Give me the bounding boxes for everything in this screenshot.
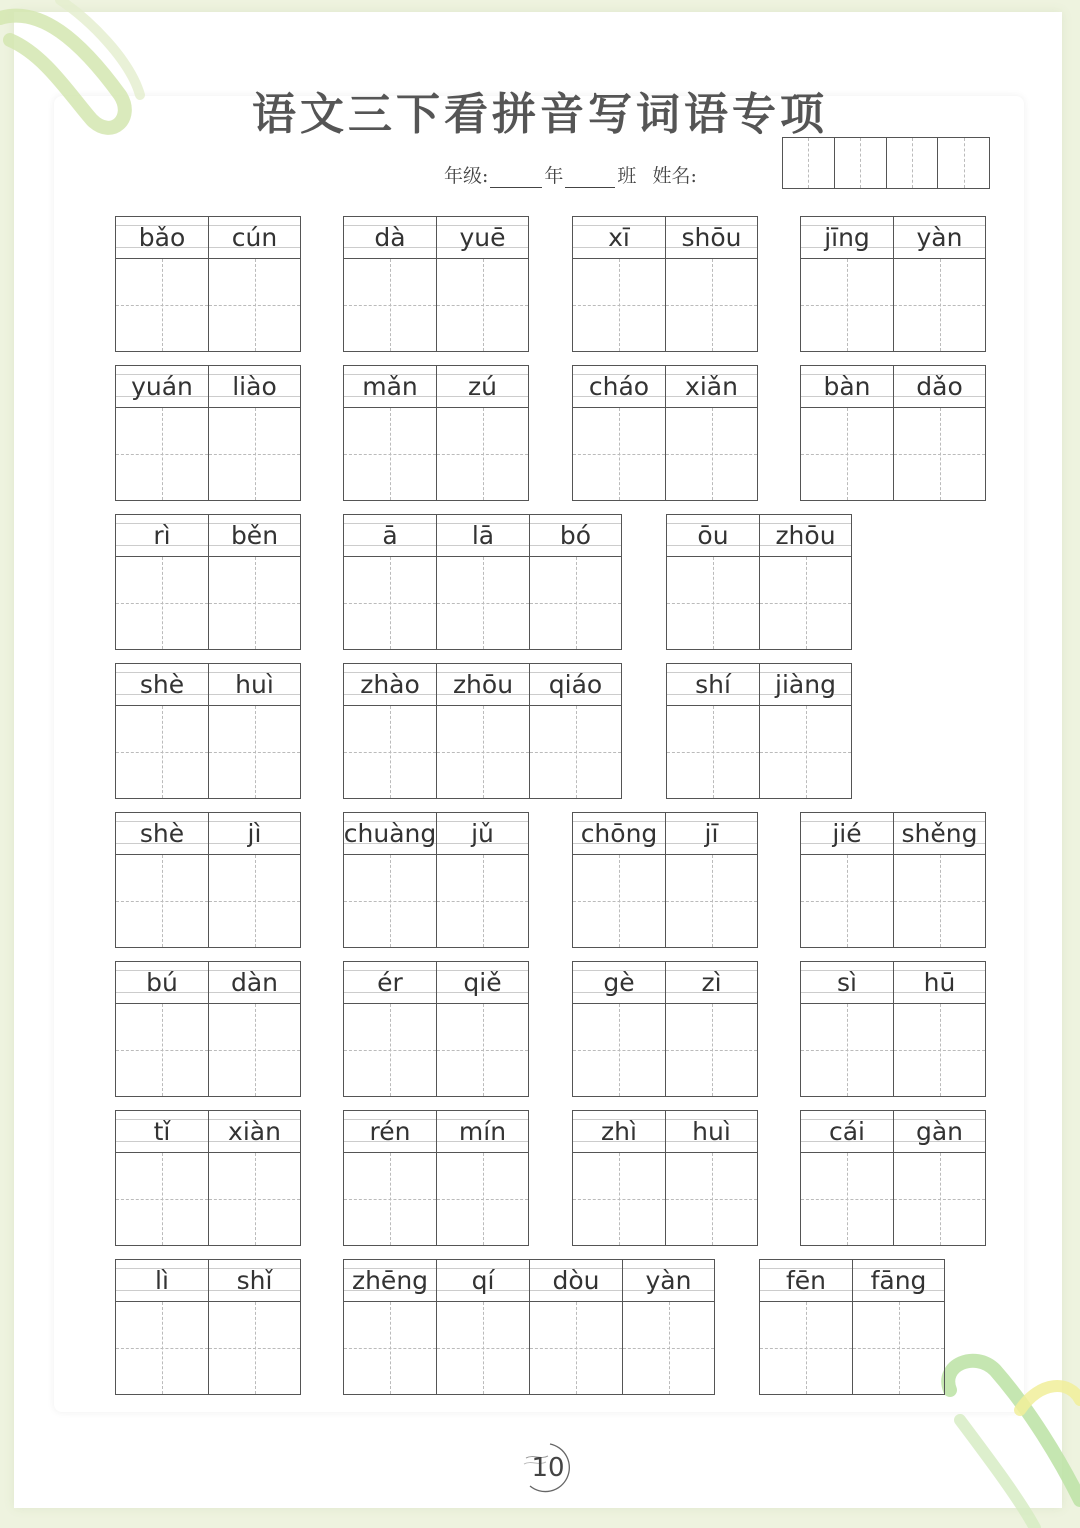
word-box: [115, 514, 301, 650]
year-char: 年: [544, 165, 564, 187]
character-writing-cell[interactable]: [343, 1301, 436, 1395]
name-cell[interactable]: [783, 138, 835, 188]
name-cell[interactable]: [835, 138, 887, 188]
word-box: [343, 216, 529, 352]
character-writing-cell[interactable]: [893, 258, 986, 352]
pinyin-cell: qiáo: [529, 663, 622, 705]
pinyin-cell: dǎo: [893, 365, 986, 407]
word-box: [115, 216, 301, 352]
pinyin-cell: bàn: [800, 365, 893, 407]
pinyin-cell: shè: [115, 663, 208, 705]
pinyin-cell: cái: [800, 1110, 893, 1152]
character-writing-cell[interactable]: [572, 854, 665, 948]
pinyin-row: [343, 365, 529, 407]
character-writing-cell[interactable]: [572, 1152, 665, 1246]
pinyin-row: [343, 216, 529, 258]
character-writing-cell[interactable]: [115, 556, 208, 650]
character-writing-cell[interactable]: [208, 556, 301, 650]
writing-row: [115, 407, 301, 501]
word-box: [115, 961, 301, 1097]
character-writing-cell[interactable]: [208, 1301, 301, 1395]
pinyin-cell: qí: [436, 1259, 529, 1301]
pinyin-cell: ér: [343, 961, 436, 1003]
character-writing-cell[interactable]: [436, 407, 529, 501]
writing-row: [343, 1003, 529, 1097]
word-box: [800, 216, 986, 352]
class-char: 班: [617, 165, 637, 187]
character-writing-cell[interactable]: [436, 705, 529, 799]
pinyin-cell: hū: [893, 961, 986, 1003]
character-writing-cell[interactable]: [893, 407, 986, 501]
page-number-text: 10: [531, 1453, 565, 1483]
character-writing-cell[interactable]: [852, 1301, 945, 1395]
pinyin-cell: gàn: [893, 1110, 986, 1152]
pinyin-cell: zhēng: [343, 1259, 436, 1301]
pinyin-cell: jiàng: [759, 663, 852, 705]
worksheet-title: 语文三下看拼音写词语专项: [252, 89, 828, 140]
character-writing-cell[interactable]: [436, 1003, 529, 1097]
pinyin-cell: chōng: [572, 812, 665, 854]
pinyin-row: [115, 216, 301, 258]
character-writing-cell[interactable]: [436, 1301, 529, 1395]
pinyin-cell: mín: [436, 1110, 529, 1152]
page-number: [520, 1440, 576, 1496]
pinyin-row: [800, 1110, 986, 1152]
pinyin-row: [666, 663, 852, 705]
pinyin-cell: yuán: [115, 365, 208, 407]
pinyin-cell: ōu: [666, 514, 759, 556]
pinyin-cell: xiàn: [208, 1110, 301, 1152]
character-writing-cell[interactable]: [759, 705, 852, 799]
pinyin-row: [800, 961, 986, 1003]
word-box: [572, 365, 758, 501]
word-box: [572, 961, 758, 1097]
character-writing-cell[interactable]: [436, 854, 529, 948]
character-writing-cell[interactable]: [115, 705, 208, 799]
pinyin-row: [572, 365, 758, 407]
name-writing-grid[interactable]: [782, 137, 990, 189]
pinyin-cell: lì: [115, 1259, 208, 1301]
pinyin-cell: zú: [436, 365, 529, 407]
character-writing-cell[interactable]: [343, 258, 436, 352]
writing-row: [115, 1003, 301, 1097]
character-writing-cell[interactable]: [115, 407, 208, 501]
character-writing-cell[interactable]: [572, 407, 665, 501]
word-box: [115, 1259, 301, 1395]
character-writing-cell[interactable]: [115, 258, 208, 352]
pinyin-cell: rì: [115, 514, 208, 556]
character-writing-cell[interactable]: [800, 1003, 893, 1097]
word-box: [759, 1259, 945, 1395]
writing-row: [343, 407, 529, 501]
pinyin-row: [800, 216, 986, 258]
name-label: 姓名:: [652, 165, 697, 187]
character-writing-cell[interactable]: [800, 854, 893, 948]
character-writing-cell[interactable]: [115, 1301, 208, 1395]
pinyin-cell: qiě: [436, 961, 529, 1003]
character-writing-cell[interactable]: [208, 1152, 301, 1246]
word-box: [343, 365, 529, 501]
word-box: [572, 216, 758, 352]
word-box: [343, 812, 529, 948]
pinyin-cell: dàn: [208, 961, 301, 1003]
pinyin-cell: zhōu: [436, 663, 529, 705]
writing-row: [800, 1003, 986, 1097]
writing-row: [343, 1152, 529, 1246]
pinyin-cell: jì: [208, 812, 301, 854]
character-writing-cell[interactable]: [572, 258, 665, 352]
grade-blank[interactable]: [490, 167, 542, 188]
pinyin-row: [666, 514, 852, 556]
writing-row: [666, 705, 852, 799]
pinyin-cell: jié: [800, 812, 893, 854]
word-box: [800, 812, 986, 948]
pinyin-cell: jī: [665, 812, 758, 854]
character-writing-cell[interactable]: [666, 556, 759, 650]
character-writing-cell[interactable]: [529, 556, 622, 650]
pinyin-cell: liào: [208, 365, 301, 407]
pinyin-row: [343, 1110, 529, 1152]
pinyin-row: [115, 1110, 301, 1152]
pinyin-cell: rén: [343, 1110, 436, 1152]
character-writing-cell[interactable]: [208, 258, 301, 352]
pinyin-row: [572, 1110, 758, 1152]
character-writing-cell[interactable]: [436, 556, 529, 650]
character-writing-cell[interactable]: [436, 258, 529, 352]
character-writing-cell[interactable]: [572, 1003, 665, 1097]
pinyin-row: [759, 1259, 945, 1301]
writing-row: [572, 1152, 758, 1246]
pinyin-cell: ā: [343, 514, 436, 556]
word-box: [343, 961, 529, 1097]
word-box: [115, 663, 301, 799]
pinyin-cell: xī: [572, 216, 665, 258]
pinyin-row: [343, 961, 529, 1003]
name-cell[interactable]: [887, 138, 939, 188]
pinyin-cell: chuàng: [343, 812, 436, 854]
pinyin-row: [343, 514, 622, 556]
character-writing-cell[interactable]: [893, 854, 986, 948]
pinyin-cell: bǎo: [115, 216, 208, 258]
pinyin-cell: cún: [208, 216, 301, 258]
word-box: [800, 1110, 986, 1246]
character-writing-cell[interactable]: [208, 854, 301, 948]
pinyin-row: [343, 812, 529, 854]
pinyin-cell: xiǎn: [665, 365, 758, 407]
character-writing-cell[interactable]: [759, 1301, 852, 1395]
character-writing-cell[interactable]: [115, 1003, 208, 1097]
character-writing-cell[interactable]: [665, 1003, 758, 1097]
pinyin-cell: fāng: [852, 1259, 945, 1301]
word-box: [343, 1110, 529, 1246]
writing-row: [572, 1003, 758, 1097]
pinyin-row: [115, 663, 301, 705]
word-box: [800, 961, 986, 1097]
pinyin-row: [115, 514, 301, 556]
writing-row: [666, 556, 852, 650]
pinyin-row: [800, 812, 986, 854]
name-cell[interactable]: [938, 138, 989, 188]
writing-row: [800, 1152, 986, 1246]
writing-row: [572, 258, 758, 352]
pinyin-row: [572, 812, 758, 854]
word-box: [343, 663, 622, 799]
pinyin-row: [115, 961, 301, 1003]
word-box: [115, 1110, 301, 1246]
pinyin-row: [115, 1259, 301, 1301]
pinyin-cell: huì: [665, 1110, 758, 1152]
pinyin-cell: běn: [208, 514, 301, 556]
writing-row: [343, 705, 622, 799]
pinyin-row: [343, 1259, 715, 1301]
character-writing-cell[interactable]: [343, 556, 436, 650]
character-writing-cell[interactable]: [665, 1152, 758, 1246]
writing-row: [572, 407, 758, 501]
pinyin-cell: bó: [529, 514, 622, 556]
pinyin-cell: jǔ: [436, 812, 529, 854]
character-writing-cell[interactable]: [343, 407, 436, 501]
pinyin-cell: zì: [665, 961, 758, 1003]
pinyin-cell: yuē: [436, 216, 529, 258]
character-writing-cell[interactable]: [666, 705, 759, 799]
writing-row: [759, 1301, 945, 1395]
word-box: [343, 1259, 715, 1395]
pinyin-cell: mǎn: [343, 365, 436, 407]
character-writing-cell[interactable]: [343, 705, 436, 799]
pinyin-cell: zhào: [343, 663, 436, 705]
character-writing-cell[interactable]: [343, 1152, 436, 1246]
writing-row: [343, 1301, 715, 1395]
character-writing-cell[interactable]: [208, 705, 301, 799]
writing-row: [115, 1301, 301, 1395]
pinyin-cell: shí: [666, 663, 759, 705]
pinyin-row: [572, 961, 758, 1003]
character-writing-cell[interactable]: [115, 1152, 208, 1246]
grade-label: 年级:: [444, 165, 489, 187]
pinyin-cell: huì: [208, 663, 301, 705]
writing-row: [115, 1152, 301, 1246]
character-writing-cell[interactable]: [208, 1003, 301, 1097]
writing-row: [343, 556, 622, 650]
word-box: [666, 663, 852, 799]
writing-row: [572, 854, 758, 948]
character-writing-cell[interactable]: [893, 1003, 986, 1097]
word-box: [666, 514, 852, 650]
writing-row: [800, 258, 986, 352]
character-writing-cell[interactable]: [759, 556, 852, 650]
word-box: [572, 1110, 758, 1246]
character-writing-cell[interactable]: [665, 854, 758, 948]
character-writing-cell[interactable]: [115, 854, 208, 948]
writing-row: [115, 556, 301, 650]
class-blank[interactable]: [565, 167, 615, 188]
character-writing-cell[interactable]: [343, 1003, 436, 1097]
pinyin-cell: zhōu: [759, 514, 852, 556]
word-box: [115, 365, 301, 501]
word-box: [115, 812, 301, 948]
pinyin-cell: sì: [800, 961, 893, 1003]
writing-row: [115, 705, 301, 799]
pinyin-cell: dòu: [529, 1259, 622, 1301]
pinyin-cell: cháo: [572, 365, 665, 407]
writing-row: [800, 854, 986, 948]
character-writing-cell[interactable]: [436, 1152, 529, 1246]
writing-row: [115, 854, 301, 948]
pinyin-row: [115, 365, 301, 407]
pinyin-cell: yàn: [893, 216, 986, 258]
character-writing-cell[interactable]: [800, 407, 893, 501]
word-box: [572, 812, 758, 948]
pinyin-cell: shōu: [665, 216, 758, 258]
character-writing-cell[interactable]: [529, 1301, 622, 1395]
character-writing-cell[interactable]: [622, 1301, 715, 1395]
pinyin-cell: yàn: [622, 1259, 715, 1301]
pinyin-cell: tǐ: [115, 1110, 208, 1152]
character-writing-cell[interactable]: [800, 258, 893, 352]
character-writing-cell[interactable]: [800, 1152, 893, 1246]
pinyin-cell: shěng: [893, 812, 986, 854]
character-writing-cell[interactable]: [665, 407, 758, 501]
character-writing-cell[interactable]: [208, 407, 301, 501]
word-box: [800, 365, 986, 501]
character-writing-cell[interactable]: [343, 854, 436, 948]
writing-row: [115, 258, 301, 352]
pinyin-row: [800, 365, 986, 407]
pinyin-cell: shè: [115, 812, 208, 854]
pinyin-cell: dà: [343, 216, 436, 258]
writing-row: [343, 854, 529, 948]
character-writing-cell[interactable]: [529, 705, 622, 799]
pinyin-row: [572, 216, 758, 258]
pinyin-cell: bú: [115, 961, 208, 1003]
pinyin-cell: lā: [436, 514, 529, 556]
writing-row: [343, 258, 529, 352]
student-info-line: [444, 162, 697, 188]
pinyin-cell: gè: [572, 961, 665, 1003]
pinyin-row: [343, 663, 622, 705]
word-box: [343, 514, 622, 650]
pinyin-cell: fēn: [759, 1259, 852, 1301]
writing-row: [800, 407, 986, 501]
pinyin-cell: zhì: [572, 1110, 665, 1152]
pinyin-cell: jīng: [800, 216, 893, 258]
pinyin-row: [115, 812, 301, 854]
character-writing-cell[interactable]: [665, 258, 758, 352]
pinyin-cell: shǐ: [208, 1259, 301, 1301]
character-writing-cell[interactable]: [893, 1152, 986, 1246]
